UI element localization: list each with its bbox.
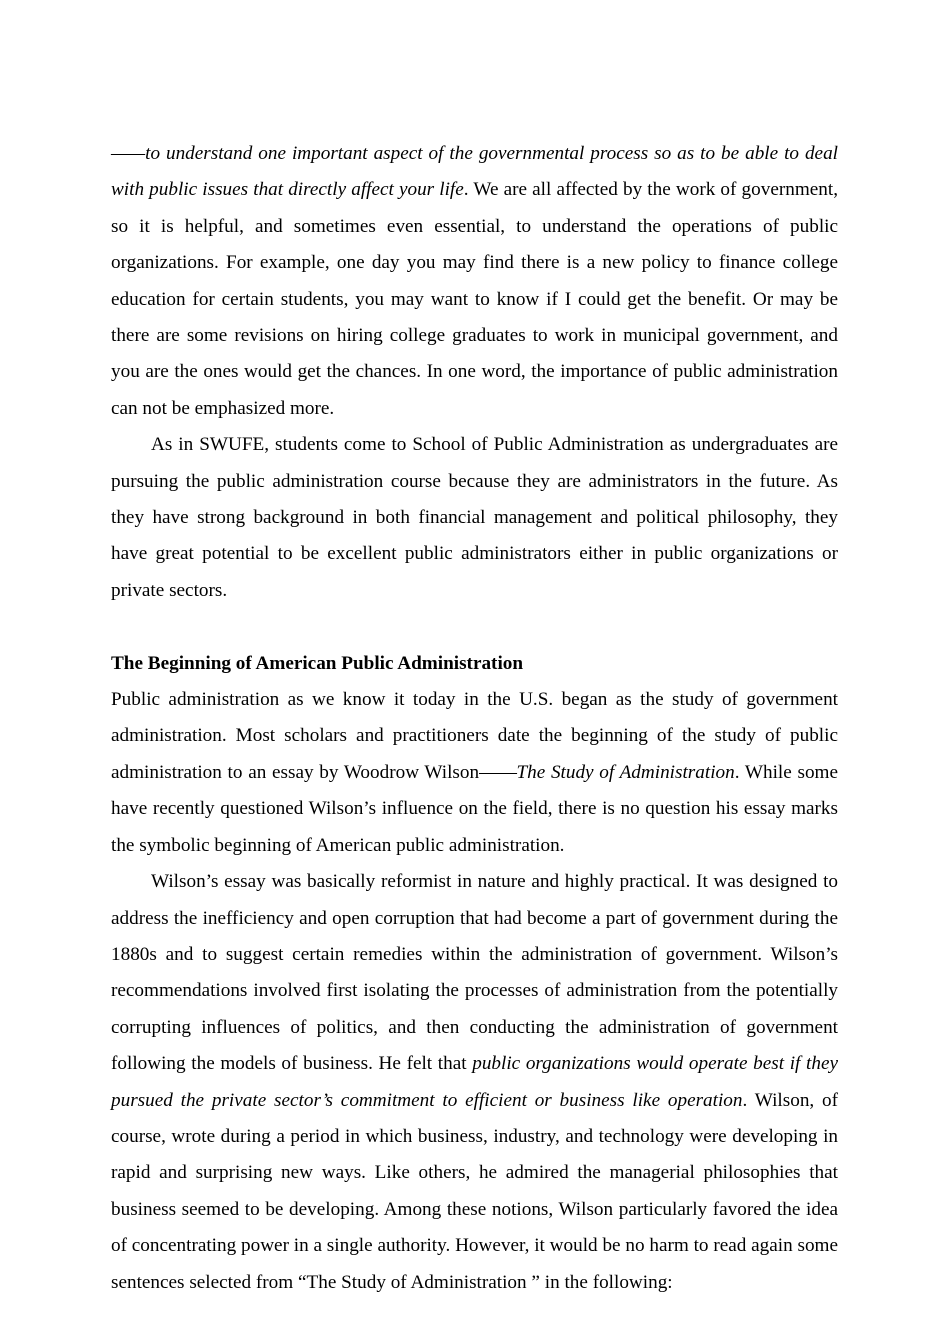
roman-run-swufe: As in SWUFE, students come to School of Public Administration as undergraduates are pursuing the public administration course because they are administrators in the future. As they have strong background in both financial management and political philosophy, they have great potential to be excellent public administrators either in public organizations or private sectors.	[111, 434, 838, 601]
paragraph-wilson-essay	[111, 682, 838, 864]
roman-run-intro-body: . We are all affected by the work of government, so it is helpful, and sometimes even essential, to understand the operations of public organizations. For example, one day you may find there is a new policy to finance college education for certain students, you may want to know if I could get the benefit. Or may be there are some revisions on hiring college graduates to work in municipal government, and you are the ones would get the chances. In one word, the importance of public administration can not be emphasized more.	[111, 179, 838, 419]
roman-run-wilson-essay-a: Public administration as we know it today in the U.S. began as the study of government administration. Most scholars and practitioners date the beginning of the study of public administration to an essay by Woodrow Wilson	[111, 689, 838, 783]
heading-the-beginning-of-american-public-administration: The Beginning of American Public Administration	[111, 652, 524, 674]
italic-run-public-organizations-quote: public organizations would operate best if they pursued the private sector’s commitment to efficient or business like operation	[111, 1053, 838, 1111]
italic-run-intro-quote: ——to understand one important aspect of the governmental process so as to be able to deal with public issues that directly affect your life	[111, 143, 838, 201]
roman-run-reformist-a: Wilson’s essay was basically reformist in nature and highly practical. It was designed to address the inefficiency and open corruption that had become a part of government during the 1880s and to suggest certain remedies within the administration of government. Wilson’s recommendations involved first isolating the processes of administration from the potentially corrupting influences of politics, and then conducting the administration of government following the models of business. He felt that	[111, 871, 838, 1075]
paragraph-intro-continuation	[111, 136, 838, 427]
paragraph-wilson-reformist	[111, 864, 838, 1301]
roman-run-reformist-b: . Wilson, of course, wrote during a period in which business, industry, and technology were developing in rapid and surprising new ways. Like others, he admired the managerial philosophies that business seemed to be developing. Among these notions, Wilson particularly favored the idea of concentrating power in a single authority. However, it would be no harm to read again some sentences selected from “The Study of Administration ” in the following:	[111, 1089, 838, 1293]
heading-top-spacer	[111, 609, 838, 645]
em-dash-pair-wilson: ——	[479, 761, 517, 783]
document-text-column	[111, 136, 838, 1301]
paragraph-swufe	[111, 427, 838, 609]
italic-run-study-of-administration-title: The Study of Administration	[516, 761, 735, 783]
roman-run-wilson-essay-b: . While some have recently questioned Wilson’s influence on the field, there is no question his essay marks the symbolic beginning of American public administration.	[111, 761, 838, 856]
